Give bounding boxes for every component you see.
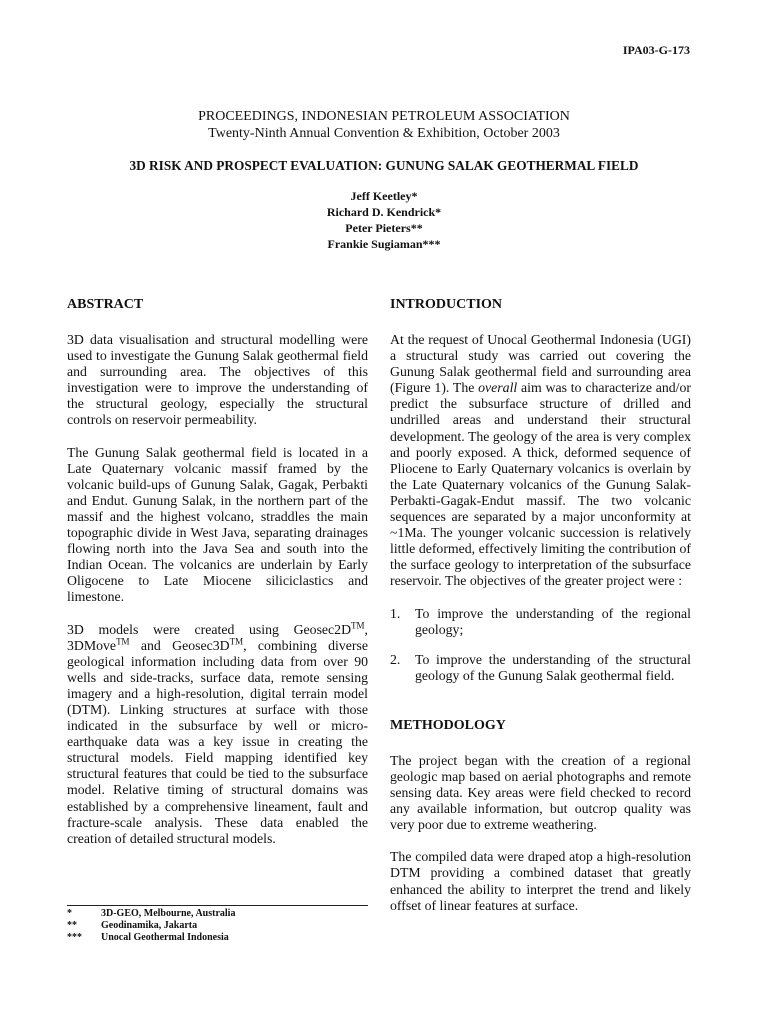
list-item: 1. To improve the understanding of the regional geology; bbox=[390, 605, 691, 637]
introduction-paragraph: At the request of Unocal Geothermal Indonesia (UGI) a structural study was carried out covering the Gunung Salak geothermal field and surrounding area (Figure 1). The overall aim was to characterize and/or predict the subsurface structure of drilled and undrilled areas and understand their structural development. The geology of the area is very complex and poorly exposed. A thick, deformed sequence of Pliocene to Early Quaternary volcanics is overlain by the Late Quaternary volcanics of the Gunung Salak-Perbakti-Gagak-Endut massif. The two volcanic sequences are separated by a major unconformity at ~1Ma. The younger volcanic succession is relatively little deformed, effectively limiting the contribution of the surface geology to interpretation of the subsurface reservoir. The objectives of the greater project were : bbox=[390, 332, 691, 589]
footnotes bbox=[67, 908, 368, 944]
methodology-paragraph: The compiled data were draped atop a high-resolution DTM providing a combined dataset that greatly enhanced the ability to interpret the trend and likely offset of linear features at surface. bbox=[390, 849, 691, 913]
abstract-paragraph: 3D data visualisation and structural modelling were used to investigate the Gunung Salak geothermal field and surrounding area. The objectives of this investigation were to improve the understanding of the structural geology, especially the structural controls on reservoir permeability. bbox=[67, 332, 368, 428]
convention-line: Twenty-Ninth Annual Convention & Exhibition, October 2003 bbox=[208, 126, 560, 141]
methodology-heading: METHODOLOGY bbox=[390, 717, 506, 733]
abstract-paragraph: 3D models were created using Geosec2D™, 3DMove™ and Geosec3D™, combining diverse geological information including data from over 90 wells and side-tracks, surface data, remote sensing imagery and a high-resolution, digital terrain model (DTM). Linking structures at surface with those indicated in the subsurface by well or micro-earthquake data was a key issue in creating the structural models. Field mapping identified key structural features that could be tied to the subsurface model. Relative timing of structural domains was established by a comprehensive lineament, fault and fracture-scale analysis. These data enabled the creation of detailed structural models. bbox=[67, 619, 368, 846]
list-item: 2. To improve the understanding of the structural geology of the Gunung Salak geothermal field. bbox=[390, 651, 691, 683]
abstract-paragraph: The Gunung Salak geothermal field is located in a Late Quaternary volcanic massif framed by the volcanic build-ups of Gunung Salak, Gagak, Perbakti and Endut. Gunung Salak, in the northern part of the massif and the highest volcano, straddles the main topographic divide in West Java, separating drainages flowing north into the Java Sea and south into the Indian Ocean. The volcanics are underlain by Early Oligocene to Late Miocene siliciclastics and limestone. bbox=[67, 444, 368, 605]
author: Peter Pieters** bbox=[345, 221, 423, 235]
footnote: *** Unocal Geothermal Indonesia bbox=[67, 932, 229, 943]
footnote-divider bbox=[67, 905, 368, 906]
document-id: IPA03-G-173 bbox=[622, 43, 690, 57]
footnote: ** Geodinamika, Jakarta bbox=[67, 920, 198, 931]
author: Frankie Sugiaman*** bbox=[327, 237, 441, 251]
author: Richard D. Kendrick* bbox=[326, 205, 442, 219]
abstract-heading: ABSTRACT bbox=[67, 297, 144, 312]
author-list bbox=[0, 188, 768, 252]
methodology-paragraph: The project began with the creation of a regional geologic map based on aerial photographs and remote sensing data. Key areas were field checked to record any available information, but outcrop quality was very poor due to extreme weathering. bbox=[390, 752, 691, 833]
paper-title: 3D RISK AND PROSPECT EVALUATION: GUNUNG SALAK GEOTHERMAL FIELD bbox=[129, 158, 639, 173]
introduction-heading: INTRODUCTION bbox=[390, 297, 503, 312]
right-column bbox=[390, 297, 691, 930]
left-column bbox=[67, 297, 368, 863]
author: Jeff Keetley* bbox=[350, 189, 418, 203]
proceedings-title: PROCEEDINGS, INDONESIAN PETROLEUM ASSOCIATION bbox=[198, 109, 570, 124]
objectives-list bbox=[390, 606, 691, 684]
proceedings-header bbox=[0, 108, 768, 142]
footnote: * 3D-GEO, Melbourne, Australia bbox=[67, 908, 236, 919]
